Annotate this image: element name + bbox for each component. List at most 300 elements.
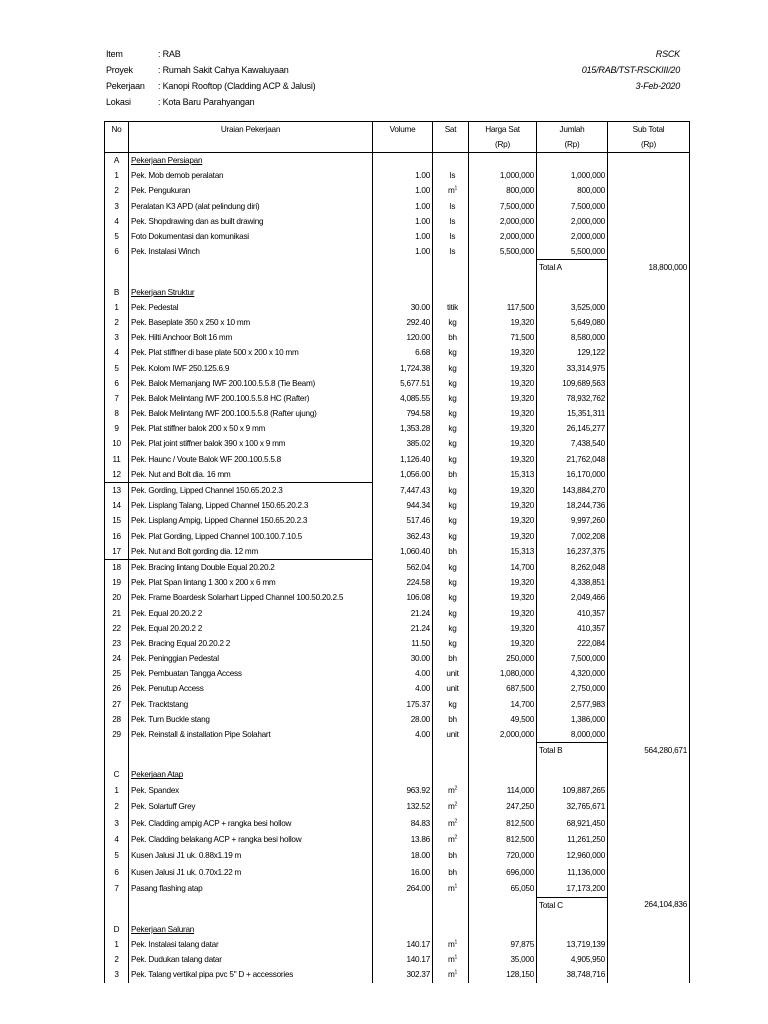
table-row (105, 529, 690, 544)
item-no: 27 (105, 697, 129, 712)
item-unit-price: 1,080,000 (469, 666, 537, 681)
item-unit: kg (433, 559, 469, 575)
item-description: Pasang flashing atap (129, 880, 373, 897)
section-title-text: Pekerjaan Saluran (131, 924, 195, 934)
table-row (105, 330, 690, 345)
empty-cell (469, 153, 537, 169)
item-unit: kg (433, 697, 469, 712)
item-unit: kg (433, 406, 469, 421)
item-subtotal (608, 330, 690, 345)
item-volume: 5,677.51 (373, 376, 433, 391)
item-amount: 13,719,139 (537, 937, 608, 952)
item-volume: 13.86 (373, 831, 433, 847)
item-volume: 1.00 (373, 244, 433, 260)
item-unit: bh (433, 467, 469, 483)
item-no: 4 (105, 214, 129, 229)
section-total-value: 18,800,000 (608, 260, 690, 276)
item-no: 2 (105, 799, 129, 815)
item-description: Pek. Plat Gording, Lipped Channel 100.100.7.10.5 (129, 529, 373, 544)
item-unit-price: 19,320 (469, 636, 537, 651)
item-no: 5 (105, 360, 129, 375)
item-description: Pek. Equal 20.20.2 2 (129, 621, 373, 636)
empty-cell (129, 743, 373, 759)
col-header-harga-unit: (Rp) (469, 137, 537, 153)
section-row (105, 922, 690, 937)
item-unit: $m^1$ (433, 880, 469, 897)
item-unit: kg (433, 605, 469, 620)
item-unit: ls (433, 199, 469, 214)
unit-exponent: 2 (454, 834, 458, 841)
item-volume: 385.02 (373, 436, 433, 451)
item-no: 3 (105, 815, 129, 831)
item-volume: 1.00 (373, 229, 433, 244)
item-volume: 1,060.40 (373, 544, 433, 560)
table-row (105, 697, 690, 712)
item-unit-price: 812,500 (469, 831, 537, 847)
item-amount: 18,244,736 (537, 498, 608, 513)
table-row (105, 406, 690, 421)
item-description: Pek. Bracing lintang Double Equal 20.20.2 (129, 559, 373, 575)
empty-cell (105, 897, 129, 913)
item-description: Pek. Kolom IWF 250.125.6.9 (129, 360, 373, 375)
item-unit-price: 812,500 (469, 815, 537, 831)
item-description: Pek. Penutup Access (129, 681, 373, 696)
item-description: Pek. Equal 20.20.2 2 (129, 605, 373, 620)
spacer-cell (105, 913, 129, 922)
header-field-value: : Kota Baru Parahyangan (158, 97, 255, 107)
empty-cell (373, 922, 433, 937)
item-unit-price: 19,320 (469, 513, 537, 528)
item-description: Pek. Solartuff Grey (129, 799, 373, 815)
item-amount: 2,577,983 (537, 697, 608, 712)
empty-cell (129, 260, 373, 276)
col-header-subtotal-unit: (Rp) (608, 137, 690, 153)
item-subtotal (608, 345, 690, 360)
item-unit-price: 19,320 (469, 376, 537, 391)
item-description: Pek. Cladding ampig ACP + rangka besi hollow (129, 815, 373, 831)
empty-cell (129, 897, 373, 913)
section-title (129, 767, 373, 782)
item-volume: 944.34 (373, 498, 433, 513)
item-no: 4 (105, 831, 129, 847)
item-no: 23 (105, 636, 129, 651)
item-volume: 1,126.40 (373, 452, 433, 467)
item-subtotal (608, 666, 690, 681)
item-subtotal (608, 244, 690, 260)
spacer-cell (537, 913, 608, 922)
item-amount: 9,997,260 (537, 513, 608, 528)
item-description: Pek. Baseplate 350 x 250 x 10 mm (129, 315, 373, 330)
empty-cell (373, 285, 433, 300)
section-letter: B (105, 285, 129, 300)
item-no: 1 (105, 783, 129, 799)
item-unit-price: 2,000,000 (469, 214, 537, 229)
item-unit: ls (433, 168, 469, 183)
item-amount: 78,932,762 (537, 391, 608, 406)
item-volume: 963.92 (373, 783, 433, 799)
item-amount: 129,122 (537, 345, 608, 360)
item-volume: 562.04 (373, 559, 433, 575)
item-amount: 800,000 (537, 183, 608, 198)
item-unit: kg (433, 345, 469, 360)
item-no: 9 (105, 421, 129, 436)
item-no: 5 (105, 848, 129, 864)
item-subtotal (608, 636, 690, 651)
empty-cell (537, 767, 608, 782)
item-subtotal (608, 315, 690, 330)
item-volume: 4,085.55 (373, 391, 433, 406)
header-field (106, 46, 315, 62)
item-no: 1 (105, 168, 129, 183)
item-unit: kg (433, 513, 469, 528)
table-row (105, 636, 690, 651)
section-title-text: Pekerjaan Persiapan (131, 156, 203, 166)
empty-cell (433, 743, 469, 759)
empty-cell (373, 767, 433, 782)
item-amount: 2,750,000 (537, 681, 608, 696)
unit-exponent: 1 (454, 185, 458, 192)
item-amount: 143,884,270 (537, 482, 608, 498)
item-amount: 2,000,000 (537, 229, 608, 244)
table-row (105, 651, 690, 666)
item-volume: 28.00 (373, 712, 433, 727)
item-volume: 106.08 (373, 590, 433, 605)
spacer-cell (373, 758, 433, 767)
item-unit: ls (433, 244, 469, 260)
item-amount: 11,136,000 (537, 864, 608, 880)
item-volume: 517.46 (373, 513, 433, 528)
item-subtotal (608, 880, 690, 897)
table-row (105, 590, 690, 605)
table-row (105, 229, 690, 244)
header-field (106, 62, 315, 78)
item-no: 10 (105, 436, 129, 451)
item-description: Pek. Plat Span lintang 1 300 x 200 x 6 mm (129, 575, 373, 590)
table-row (105, 864, 690, 880)
item-subtotal (608, 831, 690, 847)
table-row (105, 575, 690, 590)
item-unit: bh (433, 544, 469, 560)
item-no: 6 (105, 376, 129, 391)
item-subtotal (608, 544, 690, 560)
spacer-row (105, 276, 690, 285)
spacer-cell (433, 276, 469, 285)
item-amount: 3,525,000 (537, 300, 608, 315)
item-description: Pek. Dudukan talang datar (129, 952, 373, 967)
col-header-jumlah: Jumlah (537, 122, 608, 138)
item-unit: $m^1$ (433, 937, 469, 952)
item-subtotal (608, 815, 690, 831)
item-no: 22 (105, 621, 129, 636)
unit-exponent: 1 (454, 954, 458, 961)
unit-exponent: 2 (454, 801, 458, 808)
item-description: Pek. Plat stiffner balok 200 x 50 x 9 mm (129, 421, 373, 436)
section-title-text: Pekerjaan Atap (131, 770, 184, 780)
empty-cell (608, 922, 690, 937)
item-description: Pek. Talang vertikal pipa pvc 5" D + accessories (129, 967, 373, 982)
item-no: 11 (105, 452, 129, 467)
item-volume: 1,724.38 (373, 360, 433, 375)
item-amount: 7,500,000 (537, 651, 608, 666)
item-volume: 4.00 (373, 727, 433, 743)
item-description: Pek. Turn Buckle stang (129, 712, 373, 727)
item-unit: kg (433, 315, 469, 330)
item-subtotal (608, 590, 690, 605)
table-row (105, 544, 690, 560)
item-no: 16 (105, 529, 129, 544)
spacer-cell (433, 913, 469, 922)
item-unit-price: 7,500,000 (469, 199, 537, 214)
item-description: Pek. Tracktstang (129, 697, 373, 712)
spacer-cell (469, 276, 537, 285)
item-unit: kg (433, 360, 469, 375)
item-no: 13 (105, 482, 129, 498)
item-description: Pek. Shopdrawing dan as built drawing (129, 214, 373, 229)
empty-cell (608, 767, 690, 782)
table-row (105, 952, 690, 967)
item-unit: kg (433, 452, 469, 467)
item-unit-price: 2,000,000 (469, 229, 537, 244)
item-subtotal (608, 621, 690, 636)
item-volume: 7,447.43 (373, 482, 433, 498)
item-amount: 222,084 (537, 636, 608, 651)
item-volume: 175.37 (373, 697, 433, 712)
item-unit-price: 19,320 (469, 605, 537, 620)
table-row (105, 880, 690, 897)
item-description: Pek. Frame Boardesk Solarhart Lipped Channel 100.50.20.2.5 (129, 590, 373, 605)
item-subtotal (608, 697, 690, 712)
header-field-value: : Rumah Sakit Cahya Kawaluyaan (158, 65, 289, 75)
item-no: 24 (105, 651, 129, 666)
item-amount: 4,320,000 (537, 666, 608, 681)
item-volume: 302.37 (373, 967, 433, 982)
item-subtotal (608, 575, 690, 590)
header-field-value: : Kanopi Rooftop (Cladding ACP & Jalusi) (158, 81, 316, 91)
item-no: 17 (105, 544, 129, 560)
empty-cell (105, 260, 129, 276)
item-subtotal (608, 214, 690, 229)
spacer-cell (608, 276, 690, 285)
item-unit-price: 19,320 (469, 621, 537, 636)
item-no: 5 (105, 229, 129, 244)
empty-cell (433, 922, 469, 937)
item-unit-price: 19,320 (469, 452, 537, 467)
item-unit-price: 696,000 (469, 864, 537, 880)
item-amount: 2,000,000 (537, 214, 608, 229)
empty-cell (433, 897, 469, 913)
spacer-cell (537, 276, 608, 285)
item-description: Kusen Jalusi J1 uk. 0.70x1.22 m (129, 864, 373, 880)
item-subtotal (608, 229, 690, 244)
item-subtotal (608, 168, 690, 183)
item-unit-price: 15,313 (469, 467, 537, 483)
item-unit: bh (433, 864, 469, 880)
item-unit-price: 19,320 (469, 406, 537, 421)
header-field-label: Item (106, 49, 123, 59)
item-subtotal (608, 967, 690, 982)
empty-cell (433, 153, 469, 169)
spacer-cell (105, 758, 129, 767)
item-unit-price: 15,313 (469, 544, 537, 560)
item-amount: 21,762,048 (537, 452, 608, 467)
item-description: Pek. Pedestal (129, 300, 373, 315)
item-amount: 17,173,200 (537, 880, 608, 897)
item-subtotal (608, 436, 690, 451)
item-subtotal (608, 513, 690, 528)
item-amount: 26,145,277 (537, 421, 608, 436)
item-unit-price: 19,320 (469, 590, 537, 605)
item-no: 26 (105, 681, 129, 696)
item-unit: ls (433, 229, 469, 244)
item-description: Pek. Spandex (129, 783, 373, 799)
item-unit-price: 35,000 (469, 952, 537, 967)
table-row (105, 360, 690, 375)
table-row (105, 783, 690, 799)
item-subtotal (608, 529, 690, 544)
empty-cell (105, 743, 129, 759)
item-volume: 1.00 (373, 168, 433, 183)
item-subtotal (608, 482, 690, 498)
section-letter: C (105, 767, 129, 782)
item-unit: kg (433, 590, 469, 605)
item-subtotal (608, 183, 690, 198)
empty-cell (469, 285, 537, 300)
section-title (129, 922, 373, 937)
item-volume: 1,353.28 (373, 421, 433, 436)
item-description: Pek. Instalasi Winch (129, 244, 373, 260)
item-description: Pek. Lisplang Ampig, Lipped Channel 150.65.20.2.3 (129, 513, 373, 528)
empty-cell (469, 767, 537, 782)
document-header-left (106, 46, 315, 110)
item-volume: 21.24 (373, 621, 433, 636)
table-row (105, 214, 690, 229)
item-amount: 11,261,250 (537, 831, 608, 847)
col-header-subtotal: Sub Total (608, 122, 690, 138)
item-unit-price: 19,320 (469, 482, 537, 498)
item-volume: 1.00 (373, 214, 433, 229)
section-letter: A (105, 153, 129, 169)
header-field-label: Pekerjaan (106, 81, 145, 91)
item-unit-price: 19,320 (469, 529, 537, 544)
item-no: 1 (105, 300, 129, 315)
item-amount: 109,689,563 (537, 376, 608, 391)
item-amount: 16,237,375 (537, 544, 608, 560)
item-unit: unit (433, 727, 469, 743)
item-unit: kg (433, 376, 469, 391)
table-row (105, 799, 690, 815)
item-unit: kg (433, 498, 469, 513)
empty-cell (608, 285, 690, 300)
table-row (105, 244, 690, 260)
item-description: Pek. Balok Melintang IWF 200.100.5.5.8 (Rafter ujung) (129, 406, 373, 421)
item-unit-price: 97,875 (469, 937, 537, 952)
item-unit-price: 117,500 (469, 300, 537, 315)
section-title-text: Pekerjaan Struktur (131, 287, 195, 297)
item-volume: 6.68 (373, 345, 433, 360)
table-row (105, 376, 690, 391)
item-subtotal (608, 712, 690, 727)
item-volume: 362.43 (373, 529, 433, 544)
item-no: 21 (105, 605, 129, 620)
item-unit-price: 800,000 (469, 183, 537, 198)
item-description: Pek. Plat joint stiffner balok 390 x 100 x 9 mm (129, 436, 373, 451)
item-unit-price: 128,150 (469, 967, 537, 982)
item-no: 14 (105, 498, 129, 513)
item-subtotal (608, 391, 690, 406)
table-row (105, 621, 690, 636)
table-row (105, 421, 690, 436)
item-unit: kg (433, 529, 469, 544)
col-header-sat-2 (433, 137, 469, 153)
item-unit-price: 19,320 (469, 575, 537, 590)
item-volume: 30.00 (373, 300, 433, 315)
item-description: Pek. Pembuatan Tangga Access (129, 666, 373, 681)
item-description: Peralatan K3 APD (alat pelindung diri) (129, 199, 373, 214)
item-volume: 30.00 (373, 651, 433, 666)
item-volume: 140.17 (373, 952, 433, 967)
empty-cell (433, 260, 469, 276)
item-unit: $m^2$ (433, 831, 469, 847)
col-header-sat: Sat (433, 122, 469, 138)
item-volume: 224.58 (373, 575, 433, 590)
item-amount: 4,905,950 (537, 952, 608, 967)
item-no: 7 (105, 880, 129, 897)
item-amount: 68,921,450 (537, 815, 608, 831)
col-header-uraian-2 (129, 137, 373, 153)
unit-exponent: 1 (454, 969, 458, 976)
item-no: 28 (105, 712, 129, 727)
item-description: Pek. Balok Memanjang IWF 200.100.5.5.8 (Tie Beam) (129, 376, 373, 391)
section-total-label: Total A (537, 260, 608, 276)
item-unit: $m^2$ (433, 799, 469, 815)
section-total-value: 264,104,836 (608, 897, 690, 913)
empty-cell (537, 922, 608, 937)
item-subtotal (608, 421, 690, 436)
item-subtotal (608, 937, 690, 952)
item-subtotal (608, 406, 690, 421)
header-ref-line: 015/RAB/TST-RSCKIII/20 (581, 65, 680, 75)
empty-cell (469, 922, 537, 937)
item-unit: kg (433, 436, 469, 451)
item-volume: 1.00 (373, 183, 433, 198)
table-row (105, 848, 690, 864)
item-unit: kg (433, 636, 469, 651)
item-description: Pek. Plat stiffner di base plate 500 x 200 x 10 mm (129, 345, 373, 360)
spacer-cell (608, 913, 690, 922)
section-total-label: Total C (537, 897, 608, 913)
document-header-right (582, 46, 680, 94)
item-unit-price: 114,000 (469, 783, 537, 799)
table-row (105, 559, 690, 575)
item-subtotal (608, 848, 690, 864)
item-volume: 4.00 (373, 681, 433, 696)
item-unit-price: 250,000 (469, 651, 537, 666)
item-unit: kg (433, 482, 469, 498)
section-total-value: 564,280,671 (608, 743, 690, 759)
item-no: 3 (105, 199, 129, 214)
item-amount: 12,960,000 (537, 848, 608, 864)
section-total-row (105, 260, 690, 276)
item-amount: 2,049,466 (537, 590, 608, 605)
section-row (105, 285, 690, 300)
spacer-cell (469, 913, 537, 922)
table-row (105, 482, 690, 498)
empty-cell (373, 260, 433, 276)
item-description: Kusen Jalusi J1 uk. 0.88x1.19 m (129, 848, 373, 864)
empty-cell (373, 897, 433, 913)
item-no: 1 (105, 937, 129, 952)
item-no: 8 (105, 406, 129, 421)
